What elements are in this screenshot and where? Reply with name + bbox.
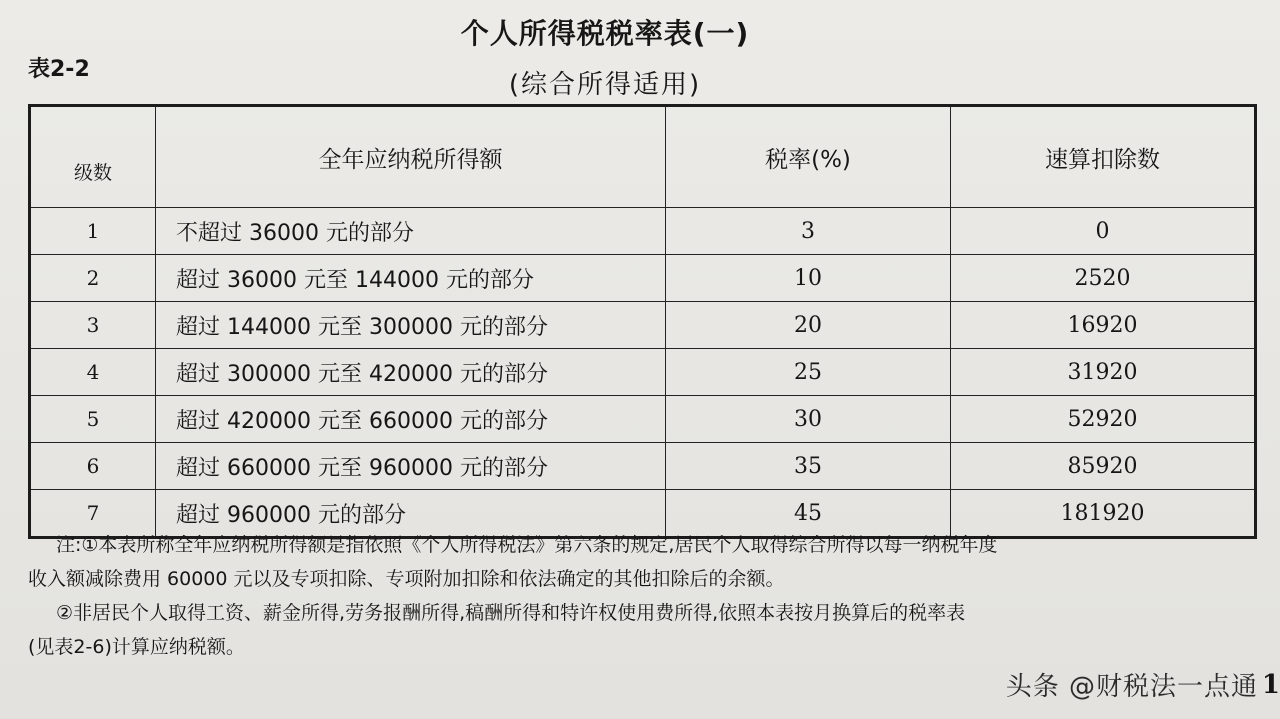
table-number: 表2-2 <box>28 57 90 82</box>
header-level: 级数 <box>30 106 156 208</box>
cell-quick-deduction: 0 <box>951 208 1256 255</box>
cell-quick-deduction: 52920 <box>951 396 1256 443</box>
cell-level: 1 <box>30 208 156 255</box>
cell-rate: 45 <box>666 490 951 538</box>
header-range: 全年应纳税所得额 <box>156 106 666 208</box>
cell-range: 超过 420000 元至 660000 元的部分 <box>156 396 666 443</box>
cell-range: 超过 300000 元至 420000 元的部分 <box>156 349 666 396</box>
header-rate: 税率(%) <box>666 106 951 208</box>
document-title: 个人所得税税率表(一) <box>460 17 750 50</box>
table-notes <box>28 528 1258 664</box>
header-quick-deduction: 速算扣除数 <box>951 106 1256 208</box>
note-2-line-1: ②非居民个人取得工资、薪金所得,劳务报酬所得,稿酬所得和特许权使用费所得,依照本表按月换算后的税率表 <box>56 602 966 624</box>
cell-range: 超过 144000 元至 300000 元的部分 <box>156 302 666 349</box>
note-2-line-2: (见表2-6)计算应纳税额。 <box>28 636 245 658</box>
cell-level: 6 <box>30 443 156 490</box>
table-row <box>30 396 1256 443</box>
cell-level: 2 <box>30 255 156 302</box>
cell-range: 超过 36000 元至 144000 元的部分 <box>156 255 666 302</box>
document-subtitle: (综合所得适用) <box>508 70 702 100</box>
cell-level: 5 <box>30 396 156 443</box>
cell-level: 3 <box>30 302 156 349</box>
table-header-row <box>30 106 1256 208</box>
table-row <box>30 349 1256 396</box>
cell-rate: 20 <box>666 302 951 349</box>
cell-quick-deduction: 2520 <box>951 255 1256 302</box>
cell-rate: 3 <box>666 208 951 255</box>
cell-range: 不超过 36000 元的部分 <box>156 208 666 255</box>
cell-quick-deduction: 31920 <box>951 349 1256 396</box>
cell-rate: 10 <box>666 255 951 302</box>
tax-rate-table <box>28 104 1257 539</box>
watermark-text: 头条 @财税法一点通 <box>1005 672 1258 702</box>
cell-level: 7 <box>30 490 156 538</box>
cell-range: 超过 960000 元的部分 <box>156 490 666 538</box>
cell-quick-deduction: 16920 <box>951 302 1256 349</box>
note-1-line-1: 注:①本表所称全年应纳税所得额是指依照《个人所得税法》第六条的规定,居民个人取得综合所得以每一纳税年度 <box>56 534 998 556</box>
cell-rate: 35 <box>666 443 951 490</box>
table-row <box>30 208 1256 255</box>
note-1-line-2: 收入额减除费用 60000 元以及专项扣除、专项附加扣除和依法确定的其他扣除后的余额。 <box>28 568 785 590</box>
cell-quick-deduction: 181920 <box>951 490 1256 538</box>
cell-level: 4 <box>30 349 156 396</box>
table-row <box>30 255 1256 302</box>
table-row <box>30 443 1256 490</box>
table-row <box>30 302 1256 349</box>
cell-range: 超过 660000 元至 960000 元的部分 <box>156 443 666 490</box>
cell-quick-deduction: 85920 <box>951 443 1256 490</box>
cell-rate: 30 <box>666 396 951 443</box>
page-number: 1 <box>1261 670 1280 700</box>
cell-rate: 25 <box>666 349 951 396</box>
